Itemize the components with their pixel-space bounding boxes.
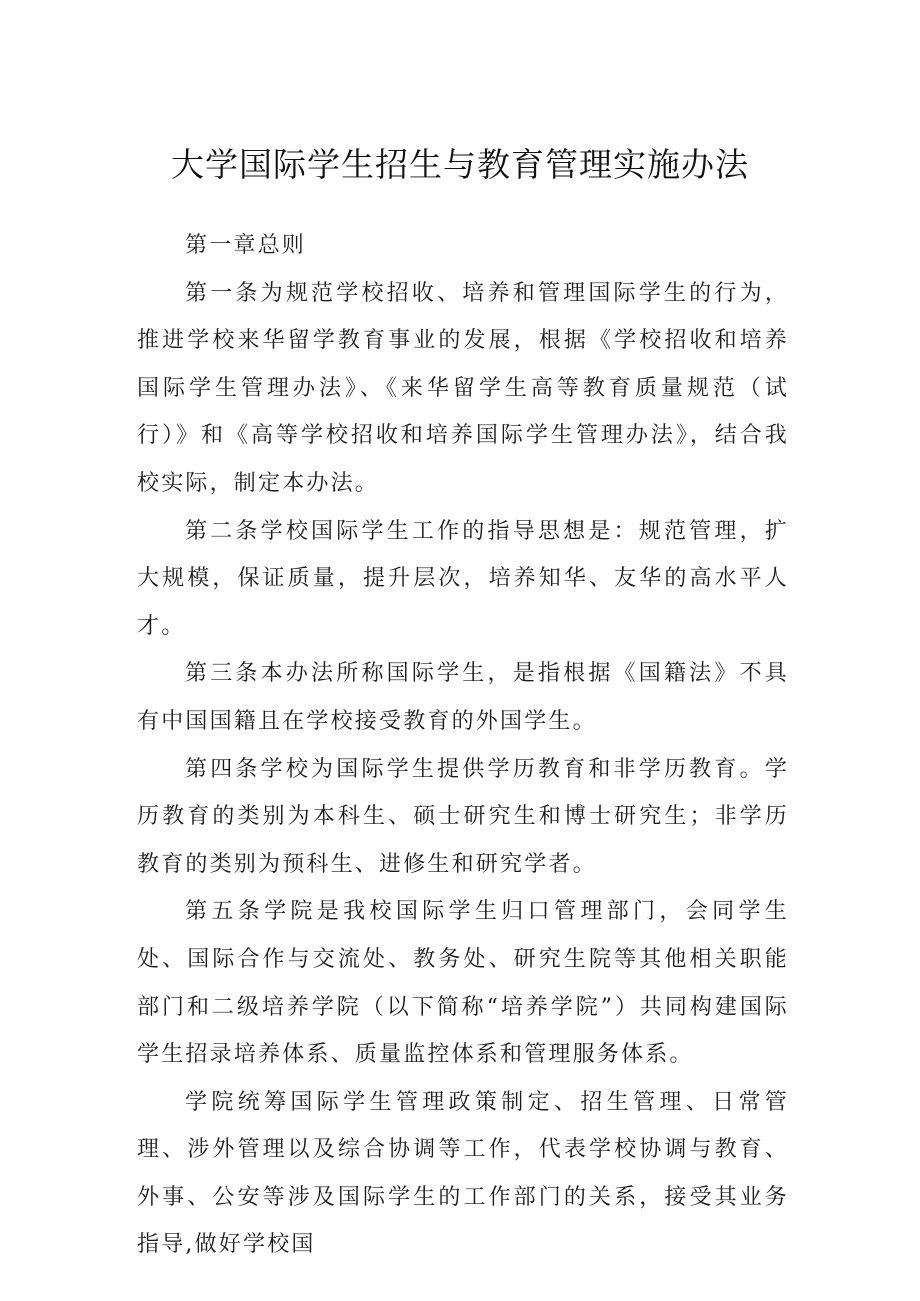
- document-title: 大学国际学生招生与教育管理实施办法: [171, 145, 749, 184]
- paragraph-article-5-continued: 学院统筹国际学生管理政策制定、招生管理、日常管理、涉外管理以及综合协调等工作，代表学校协调与教育、外事、公安等涉及国际学生的工作部门的关系，接受其业务指导,做好学校国: [137, 1089, 789, 1258]
- document-body: [137, 222, 789, 1269]
- paragraph-article-1: 第一条为规范学校招收、培养和管理国际学生的行为，推进学校来华留学教育事业的发展，根据《学校招收和培养国际学生管理办法》、《来华留学生高等教育质量规范（试行）》和《高等学校招收和培养国际学生管理办法》，结合我校实际，制定本办法。: [137, 280, 789, 496]
- chapter-heading: 第一章总则: [185, 233, 307, 258]
- paragraph-article-5: 第五条学院是我校国际学生归口管理部门，会同学生处、国际合作与交流处、教务处、研究生院等其他相关职能部门和二级培养学院（以下简称“培养学院”）共同构建国际学生招录培养体系、质量监控体系和管理服务体系。: [137, 899, 789, 1068]
- paragraph-article-4: 第四条学校为国际学生提供学历教育和非学历教育。学历教育的类别为本科生、硕士研究生和博士研究生；非学历教育的类别为预科生、进修生和研究学者。: [137, 756, 789, 877]
- paragraph-article-2: 第二条学校国际学生工作的指导思想是：规范管理，扩大规模，保证质量，提升层次，培养知华、友华的高水平人才。: [137, 518, 789, 639]
- paragraph-article-3: 第三条本办法所称国际学生，是指根据《国籍法》不具有中国国籍且在学校接受教育的外国学生。: [137, 661, 789, 734]
